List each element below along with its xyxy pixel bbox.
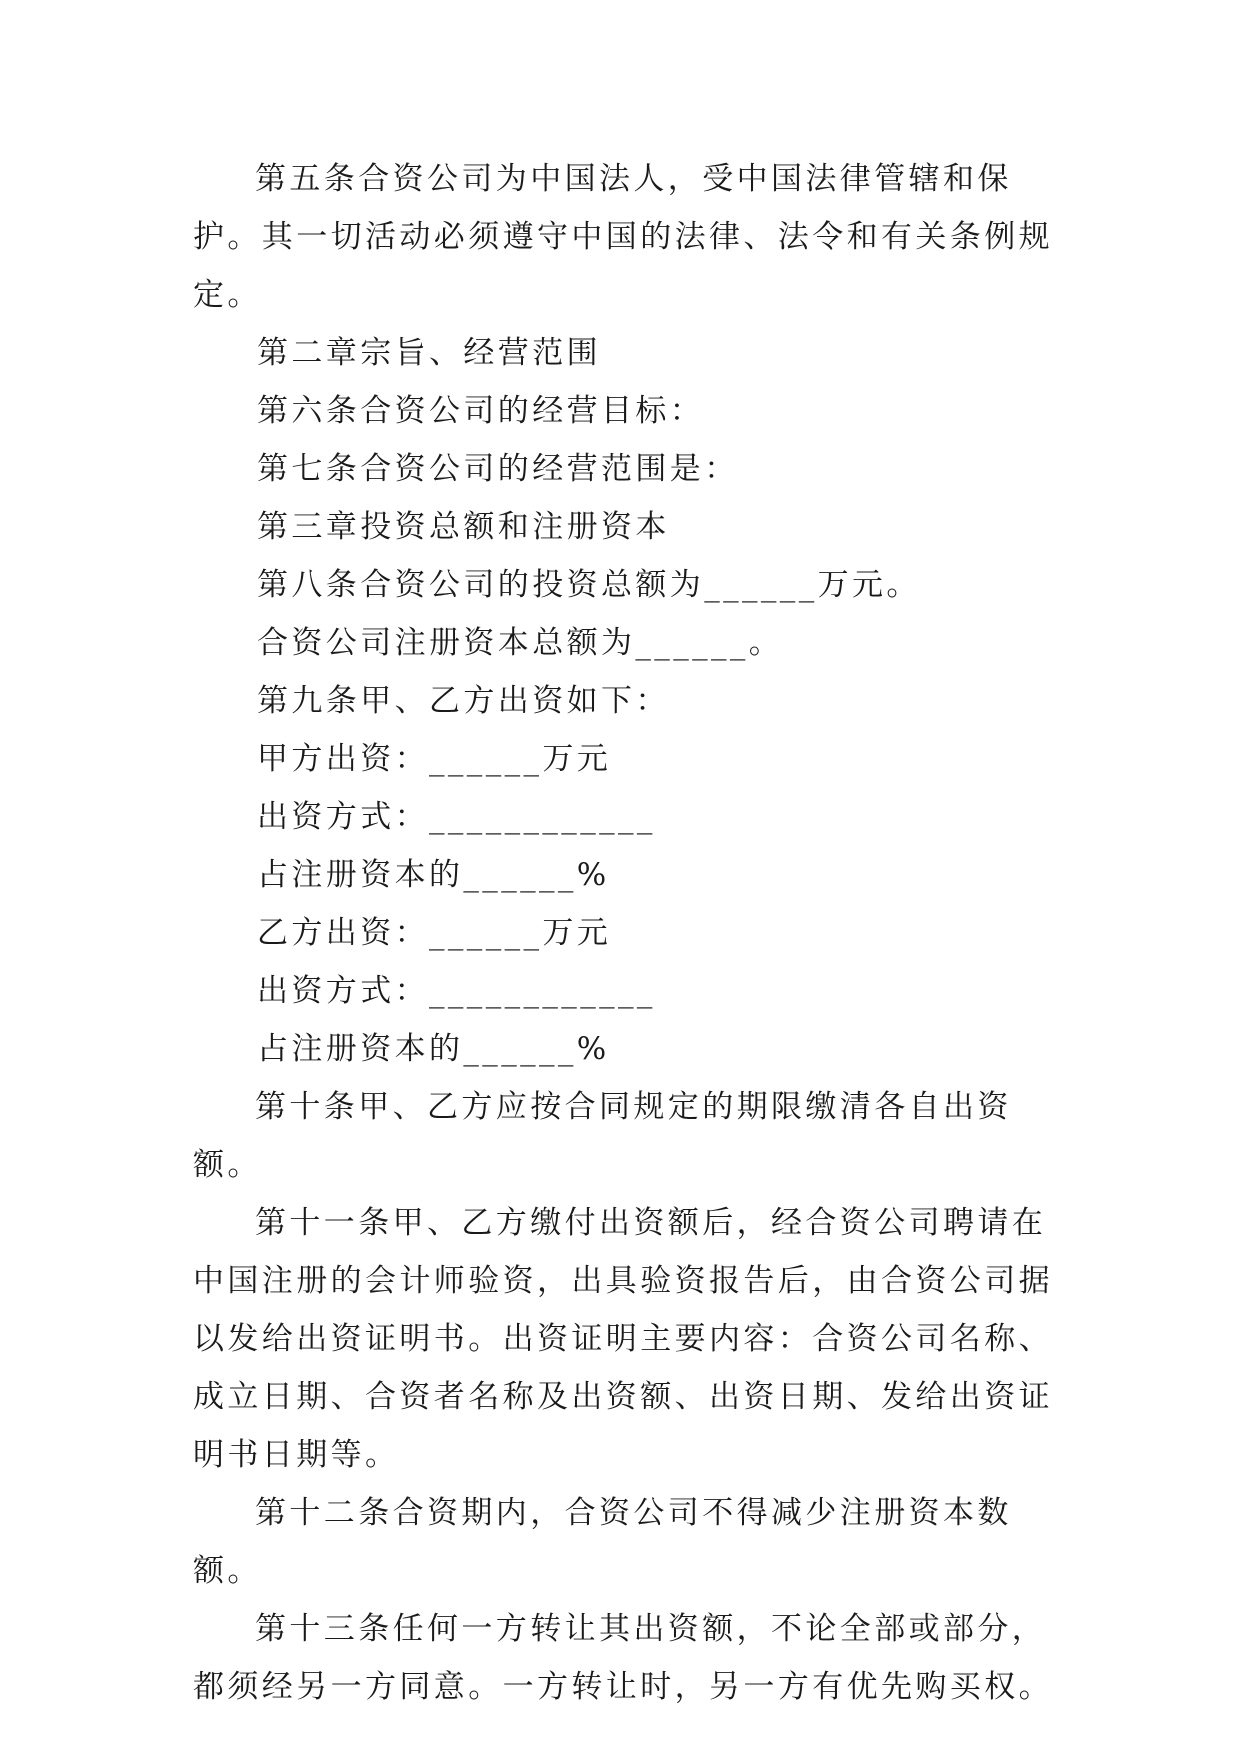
- party-b-share: 占注册资本的______%: [257, 1031, 610, 1067]
- party-b-amount: 乙方出资：______万元: [257, 915, 612, 951]
- article-8: 第八条合资公司的投资总额为______万元。: [257, 567, 921, 603]
- article-5: 第五条合资公司为中国法人，受中国法律管辖和保护。其一切活动必须遵守中国的法律、法令和有关条例规定。: [193, 161, 1053, 313]
- party-a-share: 占注册资本的______%: [257, 857, 610, 893]
- article-10: 第十条甲、乙方应按合同规定的期限缴清各自出资额。: [193, 1089, 1012, 1183]
- document-page: [193, 150, 1073, 1716]
- article-7: 第七条合资公司的经营范围是：: [257, 451, 739, 487]
- chapter-2-heading: 第二章宗旨、经营范围: [257, 335, 601, 371]
- party-a-amount: 甲方出资：______万元: [257, 741, 612, 777]
- article-11: 第十一条甲、乙方缴付出资额后，经合资公司聘请在中国注册的会计师验资，出具验资报告后，由合资公司据以发给出资证明书。出资证明主要内容：合资公司名称、成立日期、合资者名称及出资额、出资日期、发给出资证明书日期等。: [193, 1205, 1053, 1473]
- article-13: 第十三条任何一方转让其出资额，不论全部或部分，都须经另一方同意。一方转让时，另一方有优先购买权。: [193, 1611, 1053, 1705]
- article-6: 第六条合资公司的经营目标：: [257, 393, 705, 429]
- article-12: 第十二条合资期内，合资公司不得减少注册资本数额。: [193, 1495, 1012, 1589]
- registered-capital-line: 合资公司注册资本总额为______。: [257, 625, 784, 661]
- party-a-method: 出资方式：____________: [257, 799, 656, 835]
- party-b-method: 出资方式：____________: [257, 973, 656, 1009]
- chapter-3-heading: 第三章投资总额和注册资本: [257, 509, 670, 545]
- article-9: 第九条甲、乙方出资如下：: [257, 683, 670, 719]
